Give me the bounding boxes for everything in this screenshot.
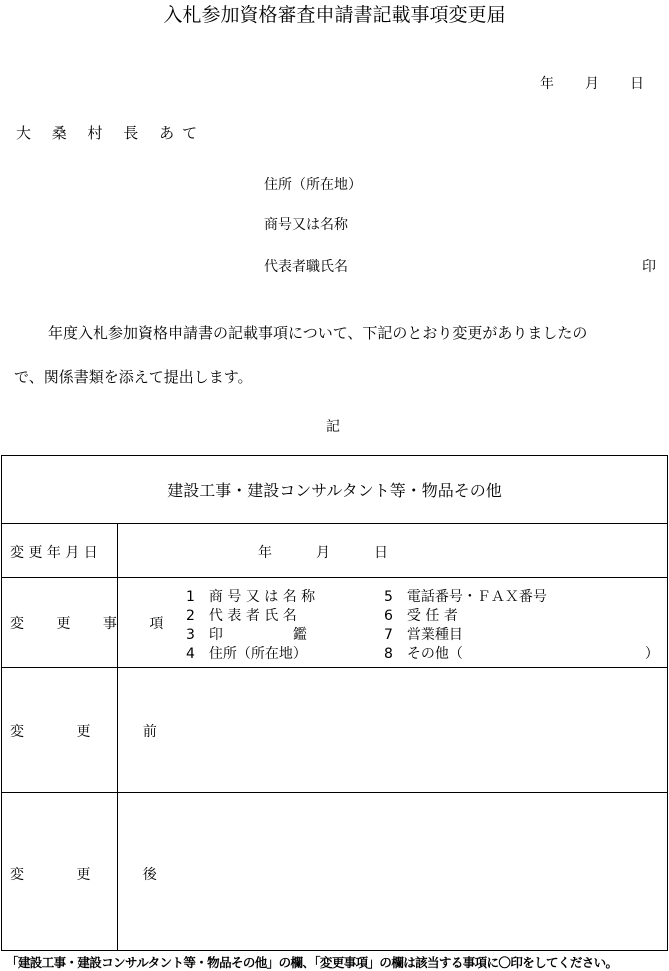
item-1: 1 商 号 又 は 名 称 (186, 589, 316, 605)
item-3: 3 印 鑑 (186, 627, 307, 643)
change-date-month: 月 (316, 545, 330, 561)
ki-heading: 記 (326, 419, 340, 435)
body-text-line-2: で、関係書類を添えて提出します。 (14, 368, 253, 386)
before-change-label: 変 更 前 (10, 724, 181, 740)
addressee: 大 桑 村 長 あて (16, 124, 206, 142)
change-date-day: 日 (374, 545, 388, 561)
body-text-line-1: 年度入札参加資格申請書の記載事項について、下記のとおり変更がありましたの (48, 324, 588, 342)
item-7: 7 営業種目 (384, 627, 463, 643)
change-date-year: 年 (258, 545, 272, 561)
item-2: 2 代 表 者 氏 名 (186, 608, 297, 624)
row-divider (2, 577, 667, 578)
address-label: 住所（所在地） (264, 177, 362, 193)
item-8: 8 その他（ ） (384, 646, 659, 662)
document-title: 入札参加資格審査申請書記載事項変更届 (163, 4, 506, 26)
after-change-label: 変 更 後 (10, 867, 181, 883)
submission-date (540, 73, 644, 93)
date-year: 年 (540, 76, 554, 92)
change-form-table (1, 455, 668, 951)
row-divider (2, 523, 667, 524)
change-date-value (258, 542, 388, 562)
item-5: 5 電話番号・ＦＡＸ番号 (384, 589, 547, 605)
row-divider (2, 667, 667, 668)
date-month: 月 (585, 76, 599, 92)
row-divider (2, 792, 667, 793)
seal-mark: 印 (642, 259, 656, 275)
company-name-label: 商号又は名称 (264, 217, 348, 233)
change-items-label: 変 更 事 項 (10, 616, 178, 632)
representative-label: 代表者職氏名 (264, 259, 348, 275)
item-6: 6 受 任 者 (384, 608, 458, 624)
category-header: 建設工事・建設コンサルタント等・物品その他 (167, 481, 502, 500)
date-day: 日 (630, 76, 644, 92)
change-date-label: 変 更 年 月 日 (10, 545, 98, 561)
item-4: 4 住所（所在地） (186, 646, 307, 662)
footer-note: 「建設工事・建設コンサルタント等・物品その他」の欄、「変更事項」の欄は該当する事項に〇印をしてください。 (6, 955, 618, 970)
